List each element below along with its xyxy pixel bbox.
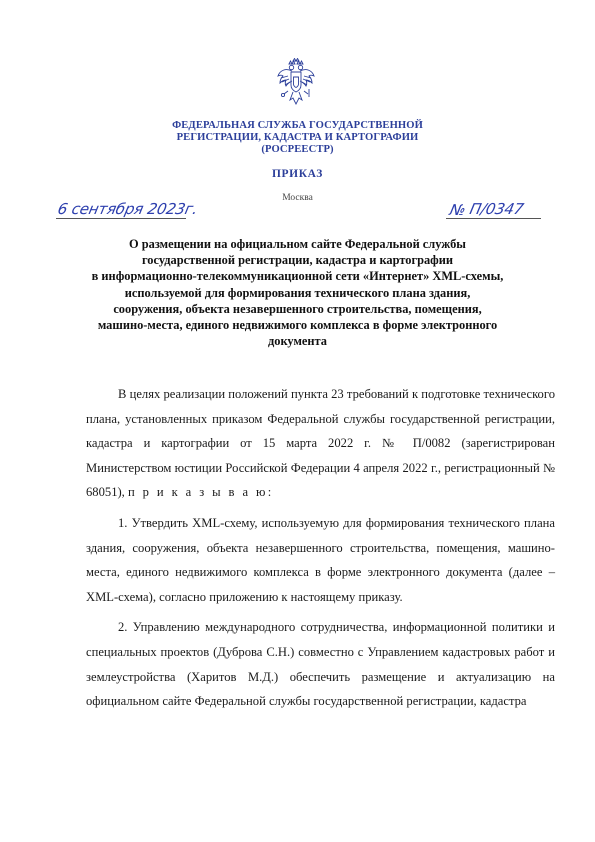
title-line: сооружения, объекта незавершенного строительства, помещения, <box>113 301 482 316</box>
state-emblem-icon <box>276 58 316 106</box>
handwritten-date: 6 сентября 2023г. <box>56 200 200 218</box>
title-line: машино-места, единого недвижимого комплекса в форме электронного <box>97 318 498 333</box>
city: Москва <box>282 193 313 203</box>
document-title <box>70 236 525 349</box>
agency-line-3: (РОСРЕЕСТР) <box>261 144 334 155</box>
order-phrase: п р и к а з ы в а ю: <box>127 485 274 500</box>
date-underline <box>56 218 186 219</box>
agency-line-1: ФЕДЕРАЛЬНАЯ СЛУЖБА ГОСУДАРСТВЕННОЙ <box>172 120 423 131</box>
title-line: О размещении на официальном сайте Федеральной службы <box>129 237 466 251</box>
document-body <box>86 382 555 720</box>
title-line: государственной регистрации, кадастра и картографии <box>141 253 454 268</box>
title-line: документа <box>268 334 327 349</box>
agency-header <box>120 120 475 156</box>
title-line: используемой для формирования технического плана здания, <box>124 285 471 300</box>
paragraph-preamble <box>86 382 555 505</box>
document-type: ПРИКАЗ <box>272 168 323 180</box>
handwritten-number: П/0347 <box>468 200 526 218</box>
title-line: в информационно-телекоммуникационной сети «Интернет» XML-схемы, <box>91 269 504 284</box>
paragraph-item-2: 2. Управлению международного сотрудничества, информационной политики и специальных проектов (Дуброва С.Н.) совместно с Управлением кадастровых работ и землеустройства (Харитов М.Д.) обеспечить размещение и актуализацию на официальном сайте Федеральной службы государственной регистрации, кадастра <box>86 620 555 709</box>
number-prefix: № <box>448 201 468 219</box>
paragraph-item-1: 1. Утвердить XML-схему, используемую для формирования технического плана здания, сооружения, объекта незавершенного строительства, помещения, машино-места, единого недвижимого комплекса в форме электронного документа (далее – XML-схема), согласно приложению к настоящему приказу. <box>86 515 555 604</box>
number-underline <box>446 218 541 219</box>
preamble-text: В целях реализации положений пункта 23 требований к подготовке технического плана, установленных приказом Федеральной службы государственной регистрации, кадастра и картографии от 15 марта 2022 г. № П/0082 (зарегистрирован Министерством юстиции Российской Федерации 4 апреля 2022 г., регистрационный № 68051), <box>86 387 555 500</box>
agency-line-2: РЕГИСТРАЦИИ, КАДАСТРА И КАРТОГРАФИИ <box>176 132 419 143</box>
